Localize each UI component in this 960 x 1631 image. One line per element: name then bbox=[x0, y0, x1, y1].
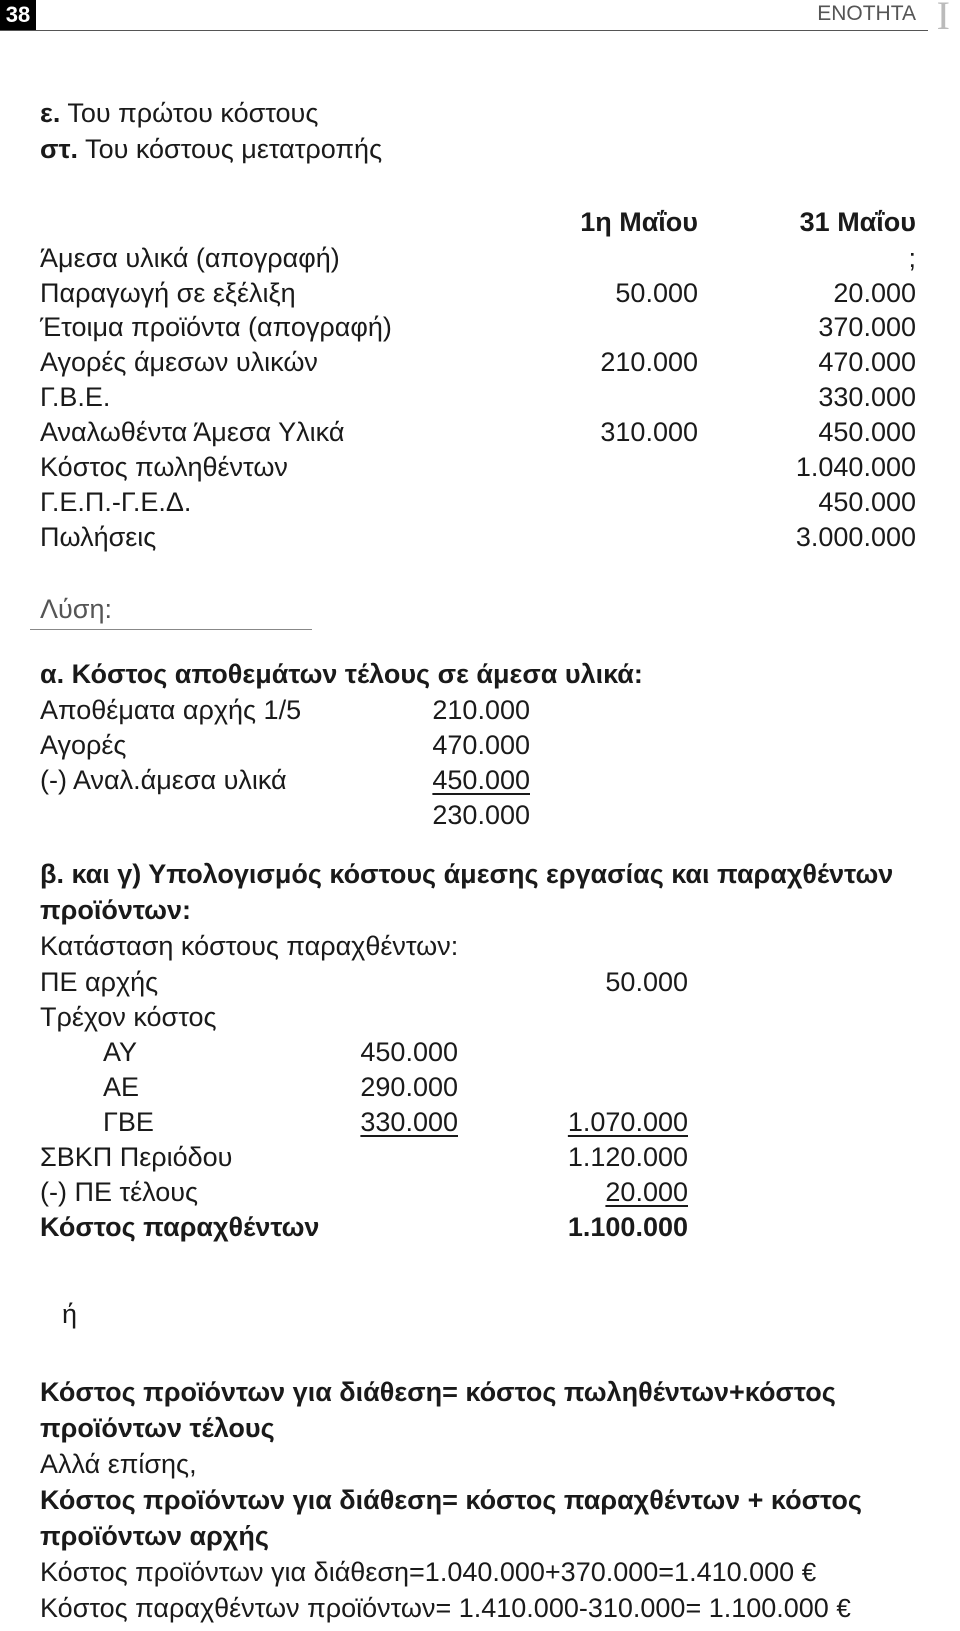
end-wip-label: (-) ΠΕ τέλους bbox=[40, 1177, 199, 1207]
equation-line: προϊόντων αρχής bbox=[40, 1521, 269, 1551]
intro-item-text: Του πρώτου κόστους bbox=[60, 98, 319, 128]
row-value-may31: 3.000.000 bbox=[795, 522, 916, 552]
direct-materials-label: ΑΥ bbox=[103, 1037, 138, 1067]
or-label: ή bbox=[62, 1299, 78, 1329]
row-value-may31: 450.000 bbox=[818, 487, 916, 517]
solution-divider bbox=[30, 629, 312, 630]
equation-line: Αλλά επίσης, bbox=[40, 1449, 197, 1479]
row-label: Έτοιμα προϊόντα (απογραφή) bbox=[40, 312, 392, 342]
row-value-may1: 50.000 bbox=[615, 278, 698, 308]
row-label: Γ.Ε.Π.-Γ.Ε.Δ. bbox=[40, 487, 192, 517]
equation-text: Κόστος παραχθέντων προϊόντων= 1.410.000-310.000= 1.100.000 bbox=[40, 1593, 829, 1623]
part-b-title-continuation: προϊόντων: bbox=[40, 895, 191, 925]
row-label: Παραγωγή σε εξέλιξη bbox=[40, 278, 296, 308]
row-value-may31: 470.000 bbox=[818, 347, 916, 377]
row-label: Πωλήσεις bbox=[40, 522, 157, 552]
end-wip-value: 20.000 bbox=[605, 1177, 688, 1207]
intro-item-marker: στ. bbox=[40, 134, 79, 164]
equation-text: Κόστος προϊόντων για διάθεση=1.040.000+370.000=1.410.000 bbox=[40, 1557, 795, 1587]
current-cost-label: Τρέχον κόστος bbox=[40, 1002, 217, 1032]
row-value-may31: 450.000 bbox=[818, 417, 916, 447]
part-a-row-value: 470.000 bbox=[432, 730, 530, 760]
produced-cost-label: Κόστος παραχθέντων bbox=[40, 1212, 320, 1242]
table-header-may31: 31 Μαΐου bbox=[799, 207, 916, 237]
equation-line: προϊόντων τέλους bbox=[40, 1413, 275, 1443]
euro-icon: € bbox=[836, 1593, 851, 1623]
intro-item bbox=[40, 132, 382, 166]
part-a-row-value: 210.000 bbox=[432, 695, 530, 725]
row-value-may31: 330.000 bbox=[818, 382, 916, 412]
solution-label: Λύση: bbox=[40, 594, 112, 624]
direct-labor-value: 290.000 bbox=[360, 1072, 458, 1102]
equation-line: Κόστος προϊόντων για διάθεση= κόστος παραχθέντων + κόστος bbox=[40, 1485, 862, 1515]
direct-labor-label: ΑΕ bbox=[103, 1072, 140, 1102]
row-value-may31: 1.040.000 bbox=[795, 452, 916, 482]
part-a-row-label: (-) Αναλ.άμεσα υλικά bbox=[40, 765, 287, 795]
euro-icon: € bbox=[801, 1557, 817, 1587]
part-b-title: β. και γ) Υπολογισμός κόστους άμεσης εργασίας και παραχθέντων bbox=[40, 859, 894, 889]
current-total-value: 1.070.000 bbox=[567, 1107, 688, 1137]
part-a-total-value: 230.000 bbox=[432, 800, 530, 830]
row-value-may1: 210.000 bbox=[600, 347, 698, 377]
part-b-subtitle: Κατάσταση κόστους παραχθέντων: bbox=[40, 931, 459, 961]
row-value-may1: 310.000 bbox=[600, 417, 698, 447]
intro-item bbox=[40, 96, 318, 130]
row-label: Γ.Β.Ε. bbox=[40, 382, 111, 412]
row-label: Αναλωθέντα Άμεσα Υλικά bbox=[40, 417, 345, 447]
part-a-row-label: Αγορές bbox=[40, 730, 127, 760]
start-wip-value: 50.000 bbox=[605, 967, 688, 997]
part-a-row-value: 450.000 bbox=[432, 765, 530, 795]
start-wip-label: ΠΕ αρχής bbox=[40, 967, 159, 997]
header-divider bbox=[0, 30, 928, 31]
overhead-label: ΓΒΕ bbox=[103, 1107, 154, 1137]
part-a-title: α. Κόστος αποθεμάτων τέλους σε άμεσα υλικά: bbox=[40, 659, 643, 689]
period-total-value: 1.120.000 bbox=[567, 1142, 688, 1172]
part-a-row-label: Αποθέματα αρχής 1/5 bbox=[40, 695, 302, 725]
row-value-may31: 370.000 bbox=[818, 312, 916, 342]
intro-item-marker: ε. bbox=[40, 98, 61, 128]
overhead-value: 330.000 bbox=[360, 1107, 458, 1137]
row-label: Κόστος πωληθέντων bbox=[40, 452, 288, 482]
equation-line bbox=[40, 1555, 816, 1589]
produced-cost-value: 1.100.000 bbox=[567, 1212, 688, 1242]
equation-line bbox=[40, 1591, 851, 1625]
row-value-may31: ; bbox=[908, 243, 916, 273]
row-label: Άμεσα υλικά (απογραφή) bbox=[40, 243, 340, 273]
direct-materials-value: 450.000 bbox=[360, 1037, 458, 1067]
equation-line: Κόστος προϊόντων για διάθεση= κόστος πωληθέντων+κόστος bbox=[40, 1377, 836, 1407]
table-header-may1: 1η Μαΐου bbox=[580, 207, 698, 237]
chapter-roman-numeral: I bbox=[936, 0, 950, 38]
row-label: Αγορές άμεσων υλικών bbox=[40, 347, 318, 377]
period-total-label: ΣΒΚΠ Περιόδου bbox=[40, 1142, 233, 1172]
intro-item-text: Του κόστους μετατροπής bbox=[78, 134, 383, 164]
page-number: 38 bbox=[0, 0, 36, 30]
chapter-label: ΕΝΟΤΗΤΑ bbox=[817, 2, 916, 25]
row-value-may31: 20.000 bbox=[833, 278, 916, 308]
